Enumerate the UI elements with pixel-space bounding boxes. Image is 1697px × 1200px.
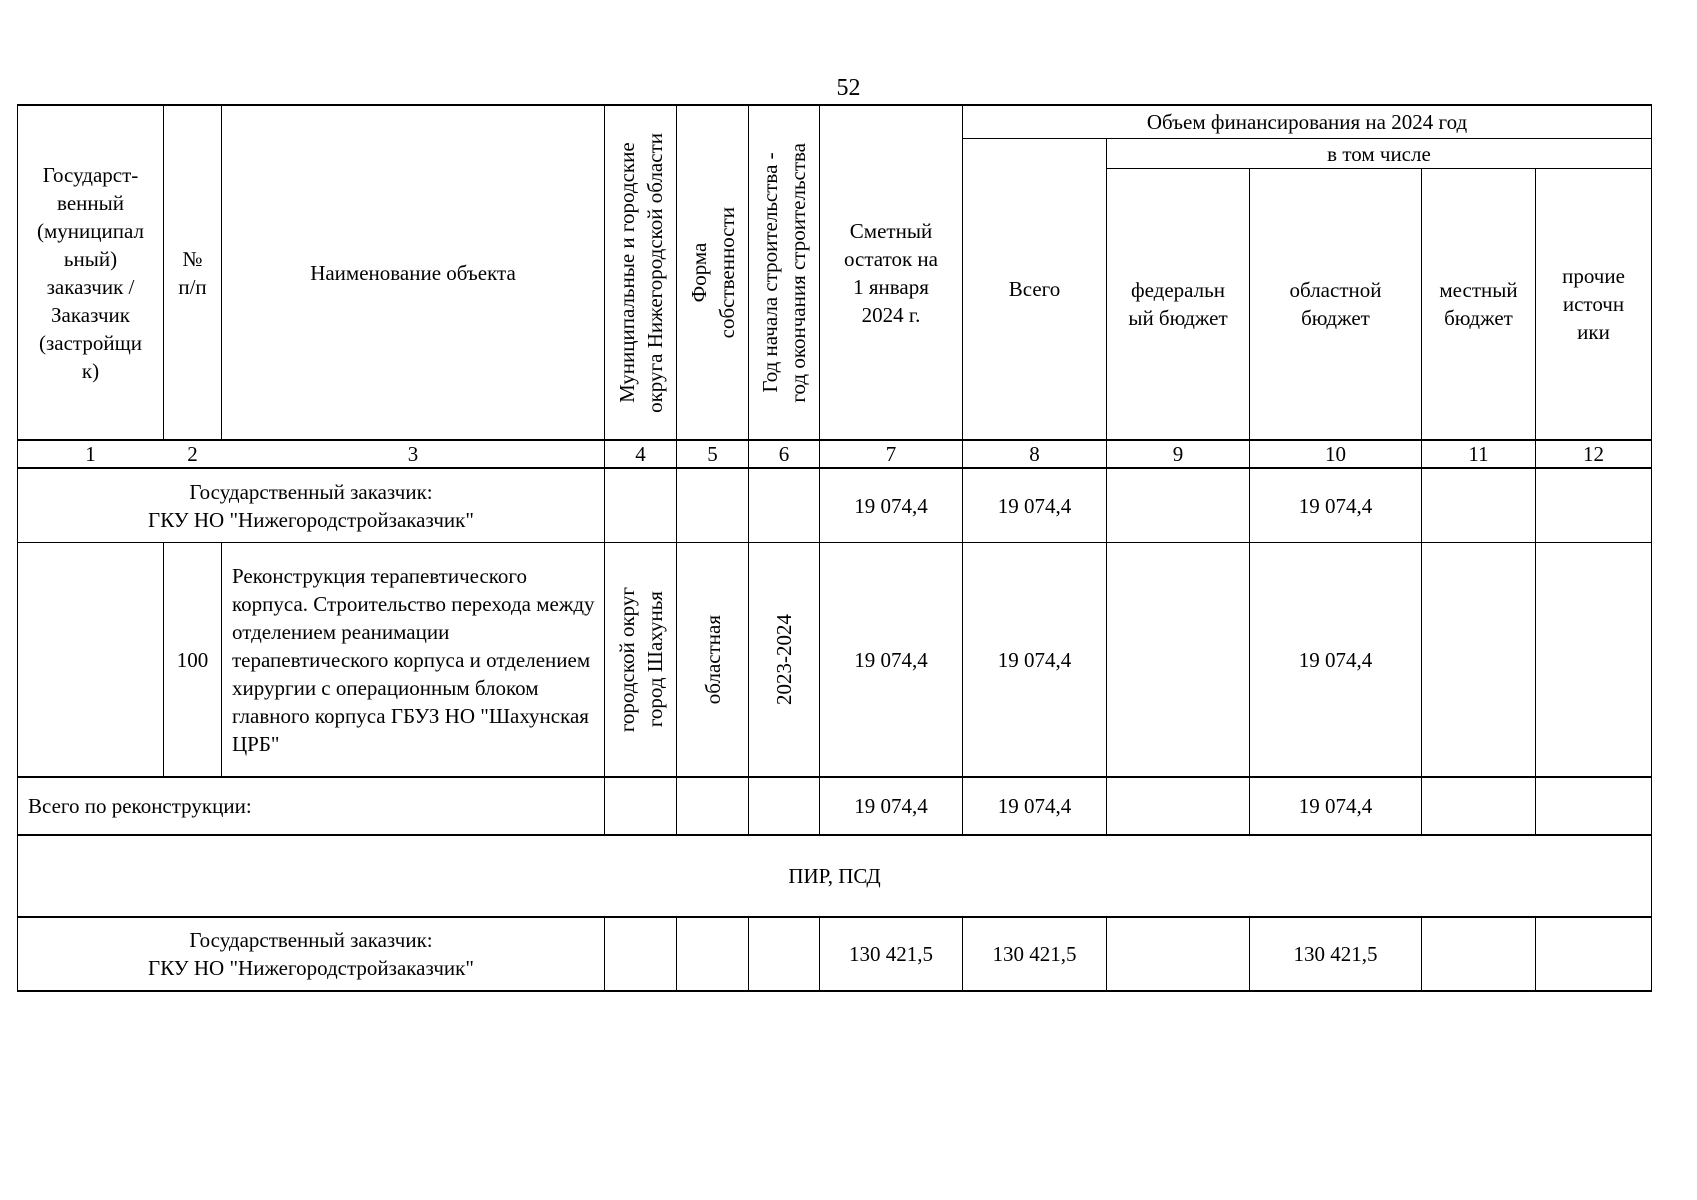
- column-number: 11: [1468, 442, 1489, 466]
- header-years: [749, 106, 819, 439]
- section-title: ПИР, ПСД: [788, 864, 881, 888]
- estimate-balance-value: 19 074,4: [854, 493, 928, 518]
- regional-budget-value: 19 074,4: [1298, 794, 1373, 818]
- total-value: 19 074,4: [997, 794, 1072, 818]
- header-financing-title: Объем финансирования на 2024 год: [1146, 110, 1468, 134]
- object-number: 100: [176, 647, 209, 672]
- header-years-text: Год начала строительства - год окончания строительства: [758, 142, 810, 403]
- estimate-balance-value: 19 074,4: [854, 794, 928, 818]
- header-ownership-text: Форма собственности: [686, 206, 739, 339]
- header-local: местный бюджет: [1439, 278, 1518, 330]
- header-municipality: [605, 106, 676, 439]
- header-total: Всего: [1008, 277, 1061, 301]
- grid-line: [1535, 916, 1536, 991]
- header-ownership: [677, 106, 748, 439]
- regional-budget-value: 19 074,4: [1298, 647, 1373, 672]
- estimate-balance-value: 19 074,4: [854, 647, 928, 672]
- object-ownership-text: областная: [700, 614, 725, 705]
- grid-line: [604, 916, 605, 991]
- customer-label: Государственный заказчик: ГКУ НО "Нижегородстройзаказчик": [148, 928, 474, 980]
- regional-budget-value: 130 421,5: [1293, 942, 1378, 966]
- total-value: 19 074,4: [997, 647, 1072, 672]
- header-federal: федеральн ый бюджет: [1128, 278, 1228, 330]
- total-value: 130 421,5: [992, 942, 1077, 966]
- column-number: 7: [885, 442, 897, 466]
- header-including: в том числе: [1327, 141, 1431, 166]
- column-number: 5: [707, 442, 718, 466]
- column-number: 1: [85, 442, 96, 466]
- object-ownership: [677, 543, 748, 776]
- object-district-text: городской округ город Шахунья: [614, 586, 667, 733]
- table-border-bottom: [17, 990, 1652, 992]
- customer-label: Государственный заказчик: ГКУ НО "Нижегородстройзаказчик": [148, 479, 474, 532]
- column-number: 8: [1029, 442, 1040, 466]
- header-municipality-text: Муниципальные и городские округа Нижегородской области: [614, 132, 667, 413]
- regional-budget-value: 19 074,4: [1298, 493, 1373, 518]
- object-years-text: 2023-2024: [772, 614, 796, 705]
- object-name: Реконструкция терапевтического корпуса. Строительство перехода между отделением реанимации терапевтического корпуса и отделением хирургии с операционным блоком главного корпуса ГБУЗ НО "Шахунская ЦРБ": [232, 563, 595, 756]
- header-estimate-balance: Сметный остаток на 1 января 2024 г.: [844, 218, 938, 327]
- column-number: 2: [187, 442, 198, 466]
- column-number: 4: [635, 442, 646, 466]
- grid-line: [748, 916, 749, 991]
- table-border-right: [1651, 104, 1652, 991]
- grid-line: [676, 916, 677, 991]
- header-regional: областной бюджет: [1289, 278, 1382, 330]
- header-customer: Государст- венный (муниципал ьный) заказчик / Заказчик (застройщи к): [37, 162, 144, 383]
- column-number: 12: [1583, 442, 1604, 466]
- column-number: 6: [778, 442, 790, 466]
- grid-line: [1421, 916, 1422, 991]
- total-value: 19 074,4: [997, 493, 1072, 518]
- estimate-balance-value: 130 421,5: [849, 942, 933, 966]
- page-number: 52: [836, 75, 861, 101]
- object-district: [605, 543, 676, 776]
- header-other: прочие источн ики: [1562, 264, 1625, 344]
- column-number: 9: [1172, 442, 1184, 466]
- grid-line: [1106, 916, 1107, 991]
- header-object-name: Наименование объекта: [310, 260, 516, 285]
- column-number: 3: [407, 442, 419, 466]
- total-label: Всего по реконструкции:: [28, 794, 252, 818]
- column-number: 10: [1325, 442, 1346, 466]
- object-years: [749, 543, 819, 776]
- header-number: № п/п: [178, 246, 207, 299]
